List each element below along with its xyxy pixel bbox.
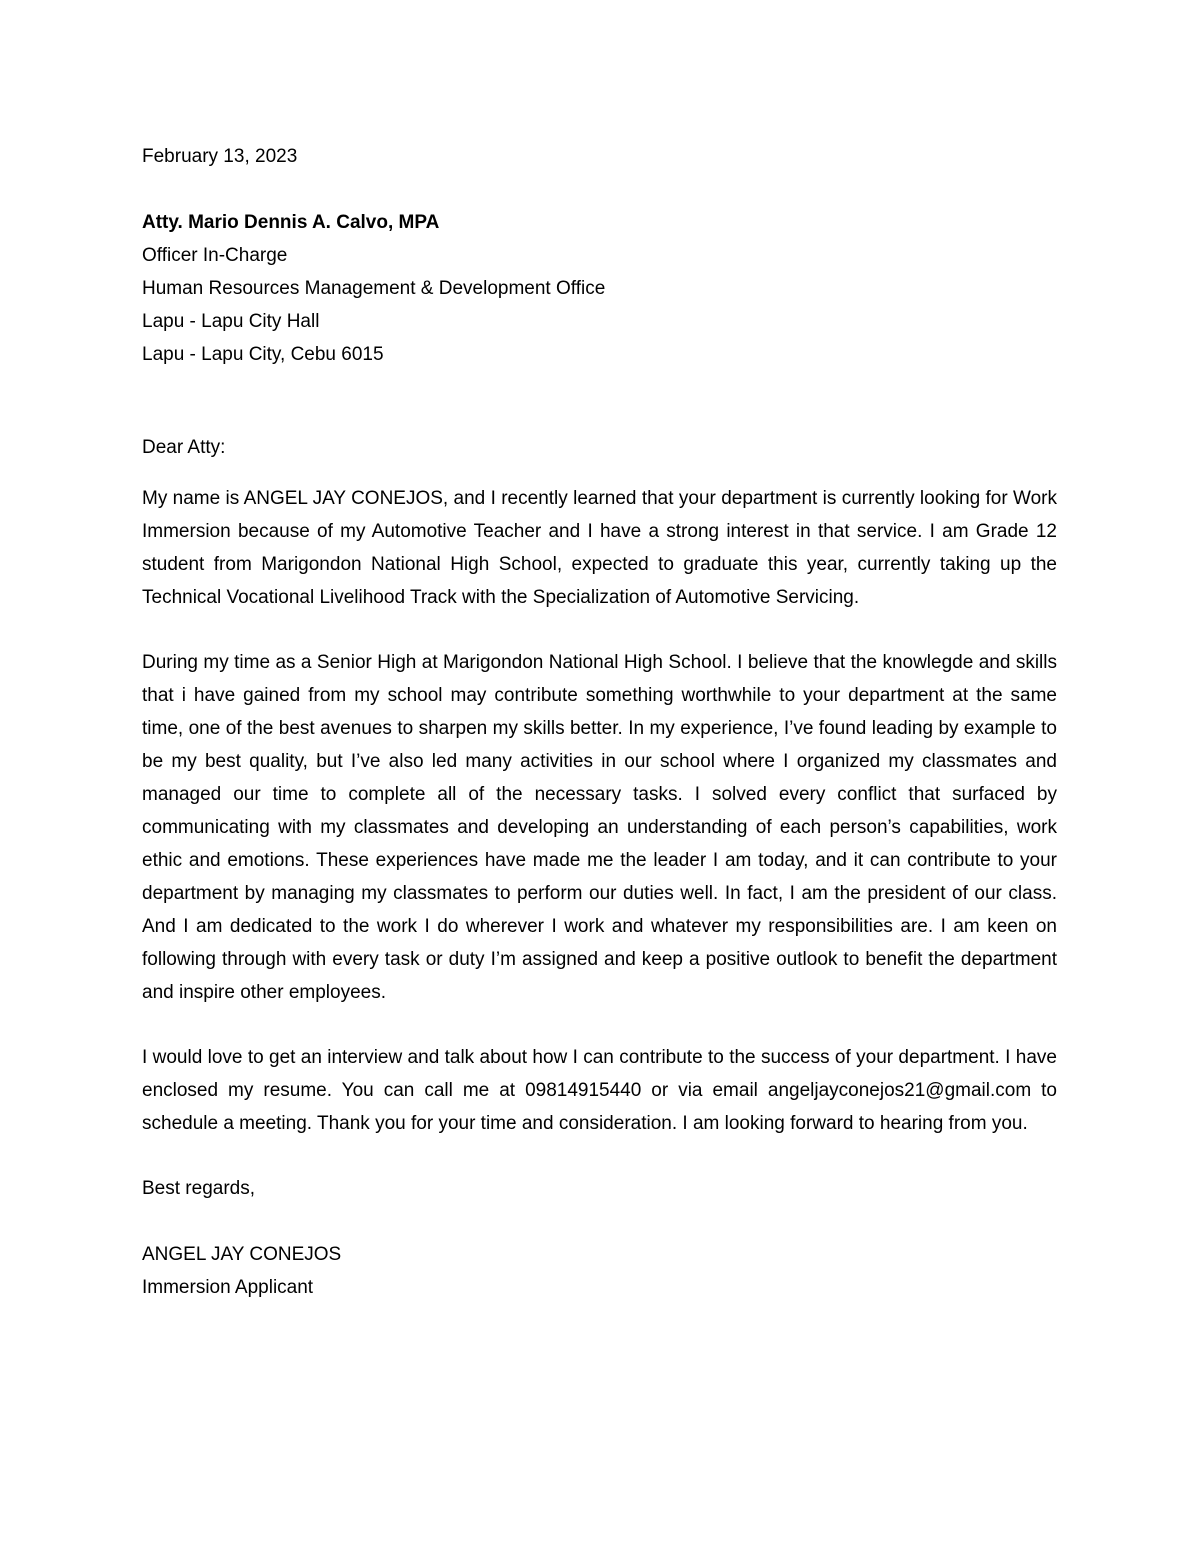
recipient-title: Officer In-Charge — [142, 245, 288, 266]
signature-role: Immersion Applicant — [142, 1277, 314, 1298]
paragraph-experience: During my time as a Senior High at Marigondon National High School. I believe that the knowlegde and skills that i have gained from my school may contribute something worthwhile to your department at the same time, one of the best avenues to sharpen my skills better. In my experience, I’ve found leading by example to be my best quality, but I’ve also led many activities in our school where I organized my classmates and managed our time to complete all of the necessary tasks. I solved every conflict that surfaced by communicating with my classmates and developing an understanding of each person’s capabilities, work ethic and emotions. These experiences have made me the leader I am today, and it can contribute to your department by managing my classmates to perform our duties well. In fact, I am the president of our class. And I am dedicated to the work I do wherever I work and whatever my responsibilities are. I am keen on following through with every task or duty I’m assigned and keep a positive outlook to benefit the department and inspire other employees. — [142, 652, 1057, 1003]
paragraph-introduction: My name is ANGEL JAY CONEJOS, and I recently learned that your department is currently looking for Work Immersion because of my Automotive Teacher and I have a strong interest in that service. I am Grade 12 student from Marigondon National High School, expected to graduate this year, currently taking up the Technical Vocational Livelihood Track with the Specialization of Automotive Servicing. — [142, 488, 1057, 608]
letter-date: February 13, 2023 — [142, 146, 298, 167]
closing-phrase: Best regards, — [142, 1178, 255, 1199]
paragraph-closing-request: I would love to get an interview and talk about how I can contribute to the success of your department. I have enclosed my resume. You can call me at 09814915440 or via email angeljayconejos21@gmail.com to schedule a meeting. Thank you for your time and consideration. I am looking forward to hearing from you. — [142, 1047, 1057, 1134]
recipient-office: Human Resources Management & Development Office — [142, 278, 606, 299]
recipient-city: Lapu - Lapu City, Cebu 6015 — [142, 344, 384, 365]
recipient-building: Lapu - Lapu City Hall — [142, 311, 320, 332]
signature-block — [142, 1238, 1057, 1304]
recipient-address — [142, 206, 1057, 371]
salutation: Dear Atty: — [142, 437, 226, 458]
signature-name: ANGEL JAY CONEJOS — [142, 1244, 342, 1265]
letter-body — [142, 140, 1057, 1304]
recipient-name: Atty. Mario Dennis A. Calvo, MPA — [142, 212, 440, 233]
